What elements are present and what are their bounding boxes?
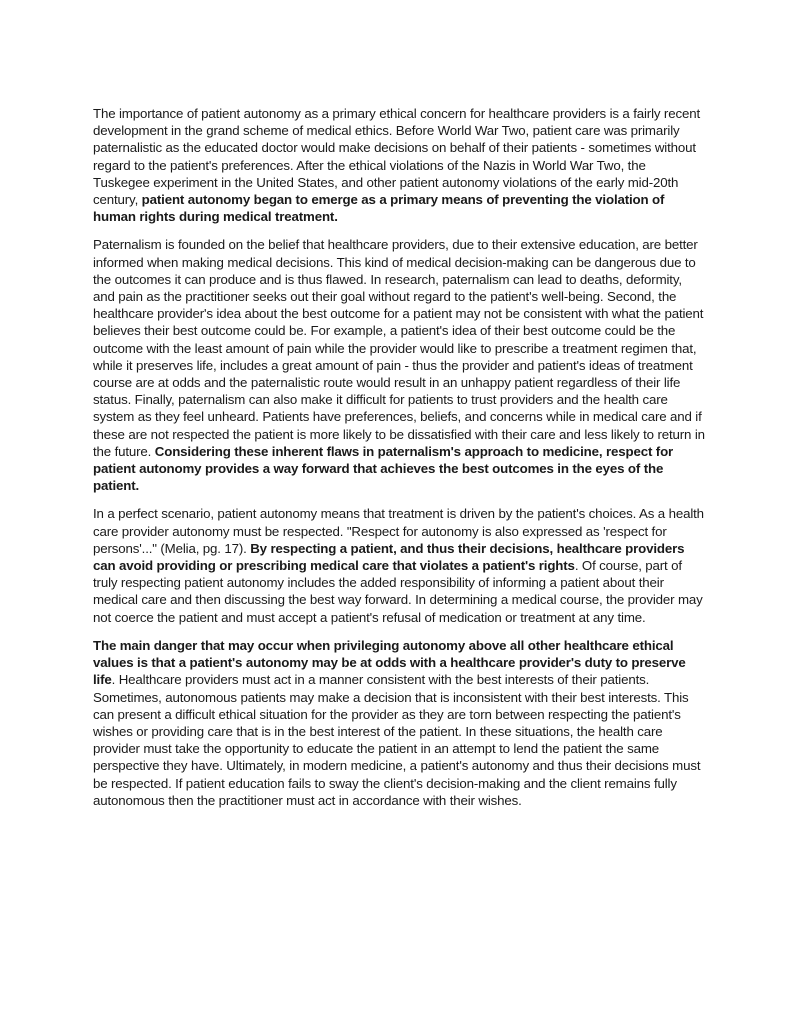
paragraph-4-text: . Healthcare providers must act in a manner consistent with the best interests of their patients. Sometimes, autonomous patients may make a decision that is inconsistent with their best interests. This can present a difficult ethical situation for the provider as they are torn between respecting the patient's wishes or providing care that is in the best interest of the patient. In these situations, the health care provider must take the opportunity to educate the patient in an attempt to lend the patient the same perspective they have. Ultimately, in modern medicine, a patient's autonomy and thus their decisions must be respected. If patient education fails to sway the client's decision-making and the client remains fully autonomous then the practitioner must act in accordance with their wishes. bbox=[93, 672, 701, 808]
paragraph-4 bbox=[93, 637, 705, 809]
paragraph-3-text-end: . Of course, part of truly respecting patient autonomy includes the added responsibility of informing a patient about their medical care and then discussing the best way forward. In determining a medical course, the provider may not coerce the patient and must accept a patient's refusal of medication or treatment at any time. bbox=[93, 558, 703, 625]
paragraph-3-bold-text: By respecting a patient, and thus their decisions, healthcare providers can avoid providing or prescribing medical care that violates a patient's rights bbox=[93, 540, 685, 574]
paragraph-2 bbox=[93, 236, 705, 494]
paragraph-2-text: Paternalism is founded on the belief that healthcare providers, due to their extensive education, are better informed when making medical decisions. This kind of medical decision-making can be dangerous due to the outcomes it can produce and is thus flawed. In research, paternalism can lead to deaths, deformity, and pain as the practitioner seeks out their goal without regard to the patient's well-being. Second, the healthcare provider's idea about the best outcome for a patient may not be consistent with what the patient believes their best outcome could be. For example, a patient's idea of their best outcome could be the outcome with the least amount of pain while the provider would like to prescribe a treatment regimen that, while it preserves life, includes a great amount of pain - thus the provider and patient's ideas of treatment course are at odds and the paternalistic route would result in an unhappy patient regardless of their life status. Finally, paternalism can also make it difficult for patients to trust providers and the health care system as they feel unheard. Patients have preferences, beliefs, and concerns while in medical care and if these are not respected the patient is more likely to be dissatisfied with their care and less likely to return in the future. bbox=[93, 237, 705, 459]
paragraph-3 bbox=[93, 505, 705, 625]
paragraph-3-text: In a perfect scenario, patient autonomy means that treatment is driven by the patient's choices. As a health care provider autonomy must be respected. "Respect for autonomy is also expressed as 'respect for persons'..." (Melia, pg. 17). bbox=[93, 506, 704, 556]
paragraph-2-bold-text: Considering these inherent flaws in paternalism's approach to medicine, respect for patient autonomy provides a way forward that achieves the best outcomes in the eyes of the patient. bbox=[93, 443, 674, 494]
paragraph-1-bold-text: patient autonomy began to emerge as a primary means of preventing the violation of human rights during medical treatment. bbox=[93, 192, 665, 225]
paragraph-1-text: The importance of patient autonomy as a primary ethical concern for healthcare providers is a fairly recent development in the grand scheme of medical ethics. Before World War Two, patient care was primarily paternalistic as the educated doctor would make decisions on behalf of their patients - sometimes without regard to the patient's preferences. After the ethical violations of the Nazis in World War Two, the Tuskegee experiment in the United States, and other patient autonomy violations of the early mid-20th century, bbox=[93, 106, 700, 208]
document-page bbox=[93, 105, 705, 820]
paragraph-1 bbox=[93, 105, 705, 225]
paragraph-4-bold-text: The main danger that may occur when privileging autonomy above all other healthcare ethical values is that a patient's autonomy may be at odds with a healthcare provider's duty to preserve life bbox=[93, 637, 686, 688]
